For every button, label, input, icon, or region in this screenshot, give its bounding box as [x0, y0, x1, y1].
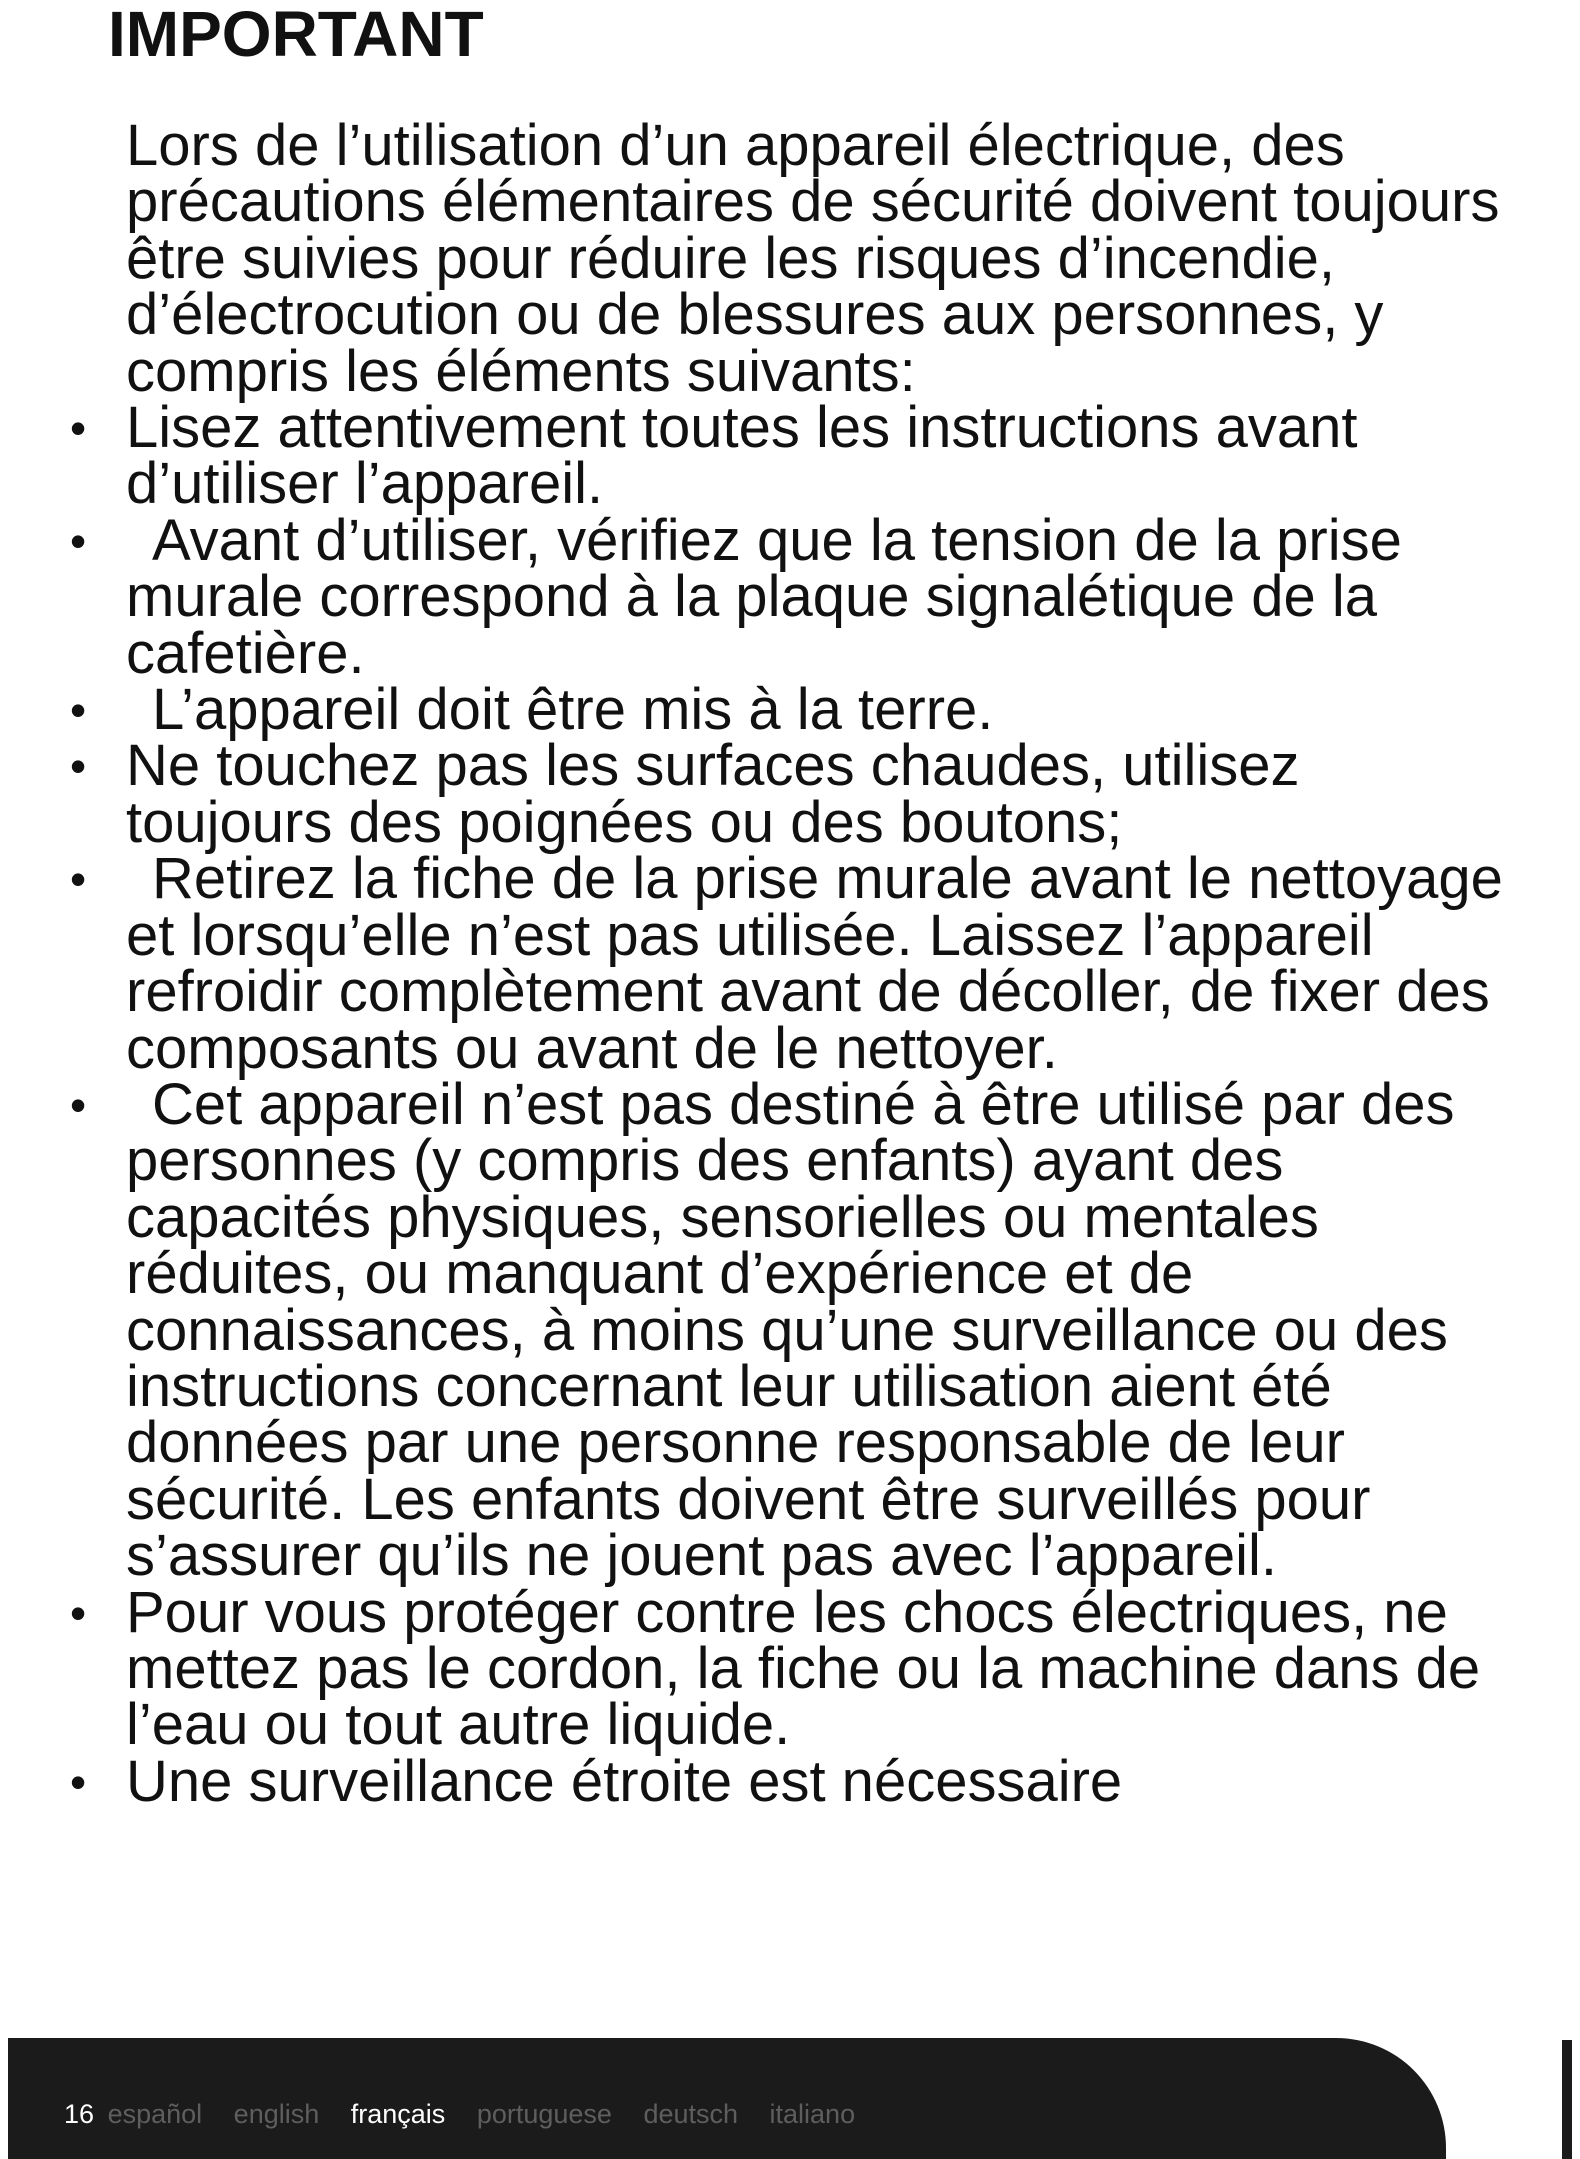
- language-link-portuguese[interactable]: portuguese: [476, 2099, 612, 2129]
- instruction-list: [70, 395, 1510, 1814]
- list-item-text: Lisez attentivement toutes les instructions avant d’utiliser l’appareil.: [126, 395, 1358, 517]
- list-item: [70, 846, 1510, 1081]
- list-item-text: Cet appareil n’est pas destiné à être utilisé par des personnes (y compris des enfants) ayant des capacités physiques, sensorielles ou mentales réduites, ou manquant d’expérience et de connaissances, à moins qu’une surveillance ou des instructions concernant leur utilisation aient été données par une personne responsable de leur sécurité. Les enfants doivent être surveillés pour s’assurer qu’ils ne jouent pas avec l’appareil.: [126, 1071, 1455, 1589]
- safety-instructions: [70, 113, 1510, 1814]
- list-item: [70, 1071, 1510, 1589]
- language-link-english[interactable]: english: [233, 2099, 320, 2129]
- bullet-icon: •: [70, 1586, 87, 1639]
- language-link-deutsch[interactable]: deutsch: [643, 2099, 739, 2129]
- list-item: [70, 507, 1510, 686]
- bullet-icon: •: [70, 740, 87, 793]
- bullet-icon: •: [70, 1078, 87, 1131]
- language-nav: [64, 2097, 879, 2131]
- page-title: IMPORTANT: [108, 0, 484, 70]
- language-link-espanol[interactable]: español: [107, 2099, 203, 2129]
- language-link-francais[interactable]: français: [350, 2099, 446, 2129]
- list-item: [70, 1748, 1510, 1814]
- bullet-icon: •: [70, 684, 87, 737]
- intro-paragraph: Lors de l’utilisation d’un appareil électrique, des précautions élémentaires de sécurité doivent toujours être suivies pour réduire les risques d’incendie, d’électrocution ou de blessures aux personnes, y compris les éléments suivants:: [126, 113, 1500, 404]
- page-number: 16: [64, 2099, 95, 2129]
- bullet-icon: •: [70, 1755, 87, 1808]
- language-link-italiano[interactable]: italiano: [769, 2099, 856, 2129]
- bullet-icon: •: [70, 514, 87, 567]
- list-item-text: Avant d’utiliser, vérifiez que la tension de la prise murale correspond à la plaque signalétique de la cafetière.: [126, 507, 1402, 686]
- list-item: [70, 677, 1510, 743]
- list-item-text: Une surveillance étroite est nécessaire: [126, 1748, 1123, 1814]
- list-item-text: Retirez la fiche de la prise murale avant le nettoyage et lorsqu’elle n’est pas utilisée. Laissez l’appareil refroidir complètement avant de décoller, de fixer des composants ou avant de le nettoyer.: [126, 846, 1503, 1081]
- list-item-text: Ne touchez pas les surfaces chaudes, utilisez toujours des poignées ou des boutons;: [126, 733, 1300, 855]
- bullet-icon: •: [70, 402, 87, 455]
- list-item: [70, 733, 1510, 855]
- bullet-icon: •: [70, 853, 87, 906]
- list-item-text: L’appareil doit être mis à la terre.: [152, 677, 994, 743]
- list-item: [70, 395, 1510, 517]
- list-item: [70, 1579, 1510, 1758]
- footer-edge-strip: [1562, 2040, 1572, 2159]
- list-item-text: Pour vous protéger contre les chocs électriques, ne mettez pas le cordon, la fiche ou la machine dans de l’eau ou tout autre liquide.: [126, 1579, 1481, 1758]
